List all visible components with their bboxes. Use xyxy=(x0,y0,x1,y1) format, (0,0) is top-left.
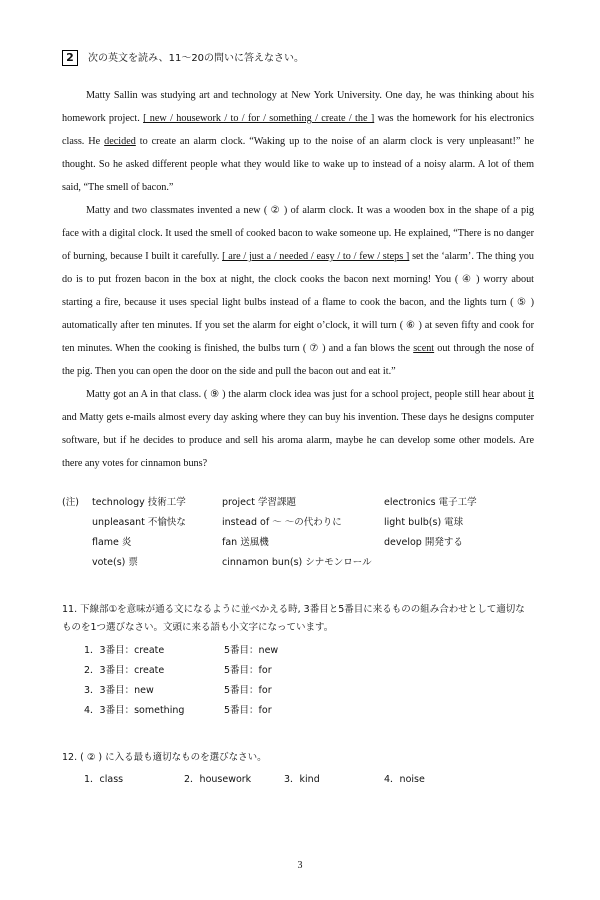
answer-options xyxy=(84,641,534,721)
option-fifth: 5番目：for xyxy=(224,665,272,676)
option-third: 1．3番目：create xyxy=(84,645,165,656)
answer-option[interactable] xyxy=(84,681,534,701)
vocabulary-notes xyxy=(62,493,534,573)
option-fifth: 5番目：for xyxy=(224,705,272,716)
text-span: Matty Sallin was studying art and technology at New York University. One day, he was thinking about his homework project. xyxy=(62,90,534,124)
option-third: 4．3番目：something xyxy=(84,705,185,716)
question-instruction: 次の英文を読み、11〜20の問いに答えなさい。 xyxy=(88,52,305,64)
text-span: Matty got an A in that class. ( xyxy=(86,389,211,400)
note-row xyxy=(62,553,534,573)
passage-paragraph-1 xyxy=(62,84,534,199)
option-third: 3．3番目：new xyxy=(84,685,154,696)
note-item: develop 開発する xyxy=(384,537,463,548)
answer-option[interactable] xyxy=(84,661,534,681)
note-row xyxy=(62,533,534,553)
note-item: unpleasant 不愉快な xyxy=(92,517,186,528)
question-number-box: 2 xyxy=(62,50,78,66)
note-row xyxy=(62,493,534,513)
passage-paragraph-2 xyxy=(62,199,534,383)
question-header xyxy=(62,50,534,66)
question-12 xyxy=(62,749,534,787)
text-span: ) worry about starting a fire, because it uses special light bulbs instead of a flame to cook the bacon, and the lights turn ( xyxy=(62,274,535,308)
answer-options xyxy=(84,773,534,787)
page-number: 3 xyxy=(297,860,303,871)
note-item: light bulb(s) 電球 xyxy=(384,517,464,528)
notes-label: (注) xyxy=(62,497,79,508)
blank-marker-4: ④ xyxy=(462,274,473,285)
question-stem: 11. 下線部①を意味が通る文になるように並べかえる時, 3番目と5番目に来るものの組み合わせとして適切なものを1つ選びなさい。文頭に来る語も小文字になっています。 xyxy=(62,604,525,633)
note-item: vote(s) 票 xyxy=(92,557,138,568)
note-row xyxy=(62,513,534,533)
answer-option[interactable]: 2．housework xyxy=(184,774,252,785)
option-fifth: 5番目：for xyxy=(224,685,272,696)
option-third: 2．3番目：create xyxy=(84,665,165,676)
question-11 xyxy=(62,601,534,721)
note-item xyxy=(384,553,534,573)
note-item: technology 技術工学 xyxy=(92,497,186,508)
passage-paragraph-3 xyxy=(62,383,534,475)
text-span: ) and a fan blows the xyxy=(319,343,414,354)
answer-option[interactable] xyxy=(84,701,534,721)
question-stem: 12. ( ② ) に入る最も適切なものを選びなさい。 xyxy=(62,752,267,763)
text-span: ) automatically after ten minutes. If you set the alarm for eight o’clock, it will turn ( xyxy=(62,297,534,331)
answer-option[interactable]: 1．class xyxy=(84,774,124,785)
blank-marker-6: ⑥ xyxy=(406,320,416,331)
exam-page xyxy=(62,50,534,787)
reading-passage xyxy=(62,84,534,475)
blank-marker-7: ⑦ xyxy=(309,343,320,354)
underline-8: scent xyxy=(413,343,435,354)
underline-2: decided xyxy=(104,136,136,147)
text-span: to create an alarm clock. “Waking up to the noise of an alarm clock is very unpleasant!” he thought. So he asked different people what they would like to wake up to instead of a noisy alarm. A lot of them said, “The smell of bacon.” xyxy=(62,136,534,193)
answer-option[interactable]: 3．kind xyxy=(284,774,320,785)
note-item: instead of 〜 〜の代わりに xyxy=(222,517,342,528)
note-item: flame 炎 xyxy=(92,537,132,548)
text-span: ) at seven fifty and cook for ten minutes. When the cooking is finished, the bulbs turn ( xyxy=(62,320,534,354)
answer-option[interactable]: 4．noise xyxy=(384,774,425,785)
text-span: ) the alarm clock idea was just for a school project, people still hear about xyxy=(219,389,529,400)
answer-option[interactable] xyxy=(84,641,534,661)
blank-marker-2: ② xyxy=(270,205,281,216)
note-item: fan 送風機 xyxy=(222,537,269,548)
text-span: Matty and two classmates invented a new ( xyxy=(86,205,271,216)
blank-marker-9: ⑨ xyxy=(210,389,220,400)
underline-1: [ new / housework / to / for / something / create / the ] xyxy=(143,113,375,124)
underline-3: [ are / just a / needed / easy / to / few / steps ] xyxy=(222,251,410,262)
text-span: and Matty gets e-mails almost every day asking where they can buy his invention. These days he designs computer software, but if he decides to produce and sell his aroma alarm, maybe he can develop some other models. Are there any votes for cinnamon buns? xyxy=(62,412,534,469)
underline-10: it xyxy=(528,389,534,400)
text-span: out through the nose of the pig. Then you can open the door on the side and pull the bacon out and eat it.” xyxy=(62,343,534,377)
note-item: cinnamon bun(s) シナモンロール xyxy=(222,557,372,568)
option-fifth: 5番目：new xyxy=(224,645,279,656)
text-span: was the homework for his electronics class. He xyxy=(62,113,534,147)
blank-marker-5: ⑤ xyxy=(517,297,528,308)
note-item: electronics 電子工学 xyxy=(384,497,477,508)
note-item: project 学習課題 xyxy=(222,497,296,508)
text-span: ) of alarm clock. It was a wooden box in the shape of a pig face with a digital clock. It used the smell of cooked bacon to wake someone up. He explained, “There is no danger of burning, because I built it carefully. xyxy=(62,205,534,262)
text-span: set the ‘alarm’. The thing you do is to put frozen bacon in the box at night, the clock cooks the bacon next morning! You ( xyxy=(62,251,535,285)
